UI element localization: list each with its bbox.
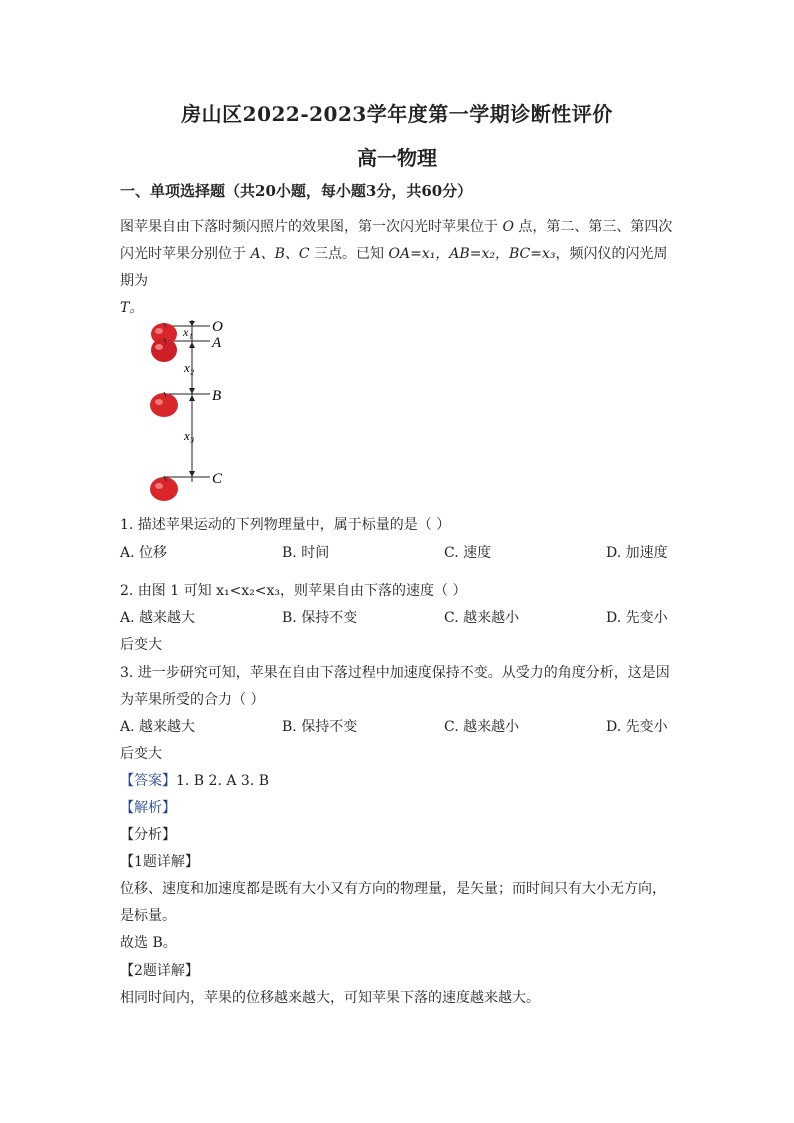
- apple-fall-figure: [140, 312, 250, 512]
- arrow-x2-down: [189, 388, 195, 394]
- q3-option-d: D. 先变小: [606, 719, 668, 735]
- label-a: A: [212, 335, 222, 351]
- q3-option-d-wrap: 后变大: [120, 746, 162, 762]
- section-heading: 一、单项选择题（共20小题，每小题3分，共60分）: [120, 182, 473, 200]
- exam-title: 房山区2022-2023学年度第一学期诊断性评价: [181, 102, 613, 126]
- intro-line-3: T。: [120, 300, 144, 316]
- q2-option-d: D. 先变小: [606, 610, 668, 626]
- analysis-subtag: 【分析】: [120, 827, 176, 843]
- arrow-x3-down: [189, 471, 195, 477]
- answer-text: 1. B 2. A 3. B: [176, 773, 270, 789]
- q3-option-b: B. 保持不变: [282, 719, 358, 735]
- span-x3: x₃: [184, 428, 195, 443]
- label-b: B: [212, 388, 222, 404]
- q2-option-c: C. 越来越小: [444, 610, 520, 626]
- detail-2-title: 【2题详解】: [120, 963, 199, 979]
- detail-1-line-2: 是标量。: [120, 908, 176, 924]
- apple-icon-c: [150, 476, 178, 501]
- subject-title: 高一物理: [357, 146, 437, 170]
- intro-line-2: 闪光时苹果分别位于 A、B、C 三点。已知 OA=x₁，AB=x₂，BC=x₃，频闪仪的闪光周期为: [120, 246, 668, 289]
- span-x2: x₂: [184, 360, 195, 375]
- intro-paragraph: [120, 214, 680, 322]
- apple-icon-a: [151, 338, 177, 362]
- q3-option-c: C. 越来越小: [444, 719, 520, 735]
- q1-option-b: B. 时间: [282, 545, 330, 561]
- q3-stem-line-1: 3. 进一步研究可知，苹果在自由下落过程中加速度保持不变。从受力的角度分析，这是因: [120, 665, 670, 681]
- label-o: O: [212, 319, 223, 335]
- analysis-tag: 【解析】: [120, 800, 176, 816]
- q3-option-a: A. 越来越大: [120, 719, 196, 735]
- q3-stem-line-2: 为苹果所受的合力（ ）: [120, 692, 265, 708]
- detail-1-line-3: 故选 B。: [120, 935, 177, 951]
- answer-tag: 【答案】: [120, 773, 176, 789]
- q2-option-b: B. 保持不变: [282, 610, 358, 626]
- arrow-x2-up: [189, 342, 195, 348]
- q1-option-c: C. 速度: [444, 545, 492, 561]
- answer-line: [120, 770, 269, 790]
- q2-stem: 2. 由图 1 可知 x₁<x₂<x₃，则苹果自由下落的速度（ ）: [120, 583, 467, 599]
- q2-option-a: A. 越来越大: [120, 610, 196, 626]
- apple-icon-b: [150, 392, 178, 417]
- q1-option-d: D. 加速度: [606, 545, 668, 561]
- detail-1-title: 【1题详解】: [120, 854, 199, 870]
- q1-option-a: A. 位移: [120, 545, 168, 561]
- q2-option-d-wrap: 后变大: [120, 637, 162, 653]
- q1-stem: 1. 描述苹果运动的下列物理量中，属于标量的是（ ）: [120, 517, 451, 533]
- label-c: C: [212, 471, 223, 487]
- arrow-x3-up: [189, 395, 195, 401]
- detail-2-line-1: 相同时间内，苹果的位移越来越大，可知苹果下落的速度越来越大。: [120, 990, 540, 1006]
- span-x1: x₁: [183, 325, 193, 339]
- detail-1-line-1: 位移、速度和加速度都是既有大小又有方向的物理量，是矢量；而时间只有大小无方向，: [120, 881, 666, 897]
- intro-line-1: 图苹果自由下落时频闪照片的效果图，第一次闪光时苹果位于 O 点，第二、第三、第四次: [120, 219, 673, 235]
